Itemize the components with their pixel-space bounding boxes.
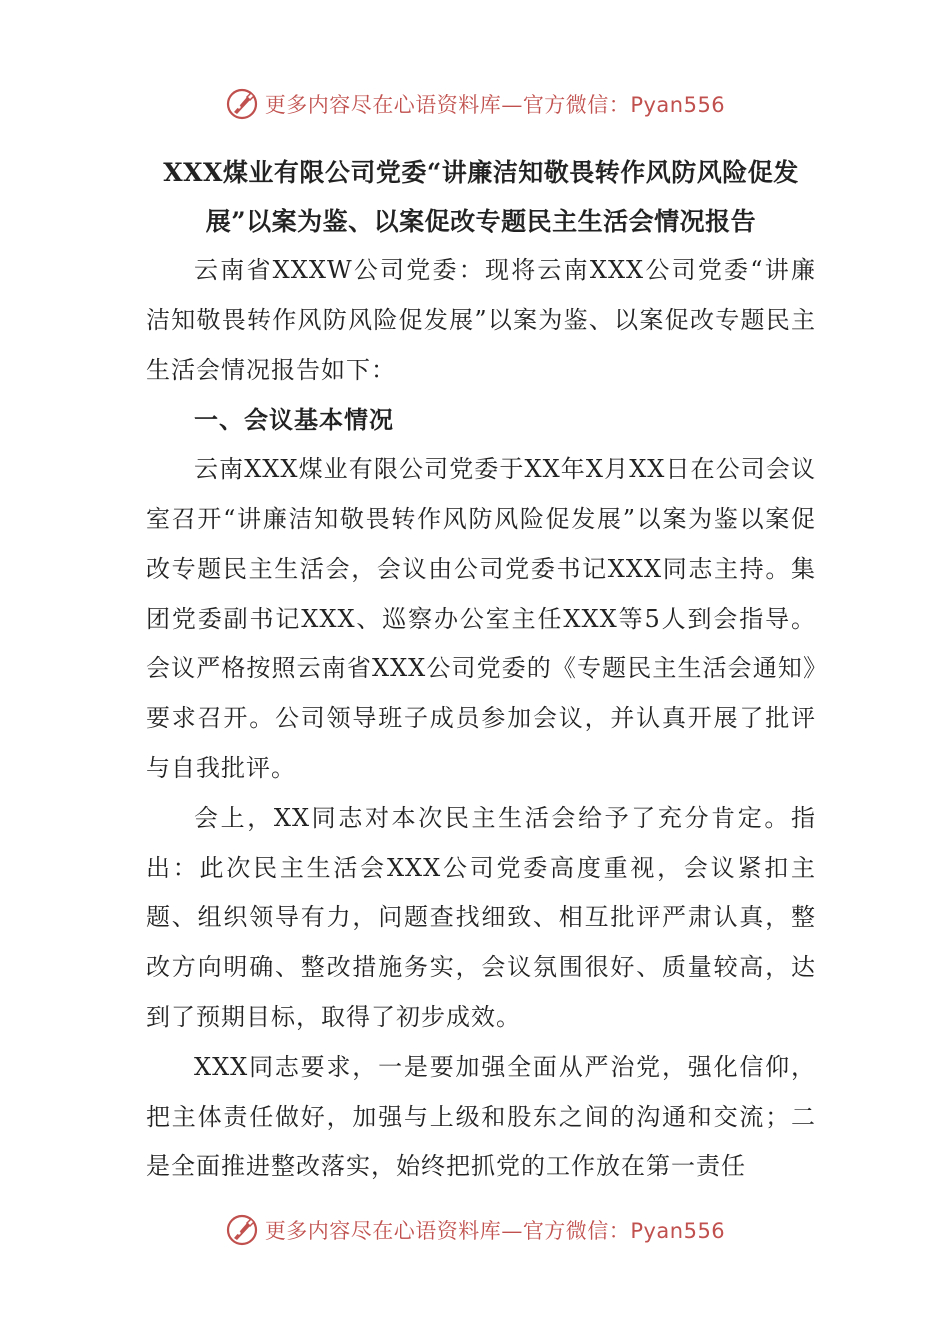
section-heading-meeting-overview: 一、会议基本情况 <box>194 405 394 435</box>
intro-paragraph: 云南省XXXW公司党委：现将云南XXX公司党委“讲廉洁知敬畏转作风防风险促发展”以案为鉴、以案促改专题民主生活会情况报告如下： <box>146 256 816 384</box>
banner-wechat-label: 官方微信： <box>522 1219 631 1243</box>
pen-nib-logo-icon <box>225 1213 259 1247</box>
document-body <box>146 148 816 1192</box>
paragraph-requirements: XXX同志要求，一是要加强全面从严治党，强化信仰，把主体责任做好，加强与上级和股东之间的沟通和交流；二是全面推进整改落实，始终把抓党的工作放在第一责任 <box>146 1052 816 1181</box>
paragraph-meeting-evaluation: 会上，XX同志对本次民主生活会给予了充分肯定。指出：此次民主生活会XXX公司党委高度重视，会议紧扣主题、组织领导有力，问题查找细致、相互批评严肃认真，整改方向明确、整改措施务实，会议氛围很好、质量较高，达到了预期目标，取得了初步成效。 <box>146 803 816 1031</box>
banner-site-name: 更多内容尽在心语资料库 <box>264 1219 502 1243</box>
banner-wechat-label: 官方微信： <box>522 93 631 117</box>
banner-text <box>265 89 725 119</box>
banner-site-name: 更多内容尽在心语资料库 <box>264 93 502 117</box>
pen-nib-logo-icon <box>225 87 259 121</box>
document-title-line-1: XXX煤业有限公司党委“讲廉洁知敬畏转作风防风险促发 <box>163 158 799 187</box>
document-title-line-2: 展”以案为鉴、以案促改专题民主生活会情况报告 <box>205 207 757 236</box>
banner-wechat-handle: Pyan556 <box>630 93 726 117</box>
banner-dash: — <box>501 1219 523 1243</box>
banner-text <box>265 1215 725 1245</box>
header-watermark-banner <box>0 84 950 124</box>
paragraph-meeting-details: 云南XXX煤业有限公司党委于XX年X月XX日在公司会议室召开“讲廉洁知敬畏转作风防风险促发展”以案为鉴以案促改专题民主生活会，会议由公司党委书记XXX同志主持。集团党委副书记XXX、巡察办公室主任XXX等5人到会指导。会议严格按照云南省XXX公司党委的《专题民主生活会通知》要求召开。公司领导班子成员参加会议，并认真开展了批评与自我批评。 <box>146 455 816 782</box>
banner-wechat-handle: Pyan556 <box>630 1219 726 1243</box>
footer-watermark-banner <box>0 1210 950 1250</box>
banner-dash: — <box>501 93 523 117</box>
